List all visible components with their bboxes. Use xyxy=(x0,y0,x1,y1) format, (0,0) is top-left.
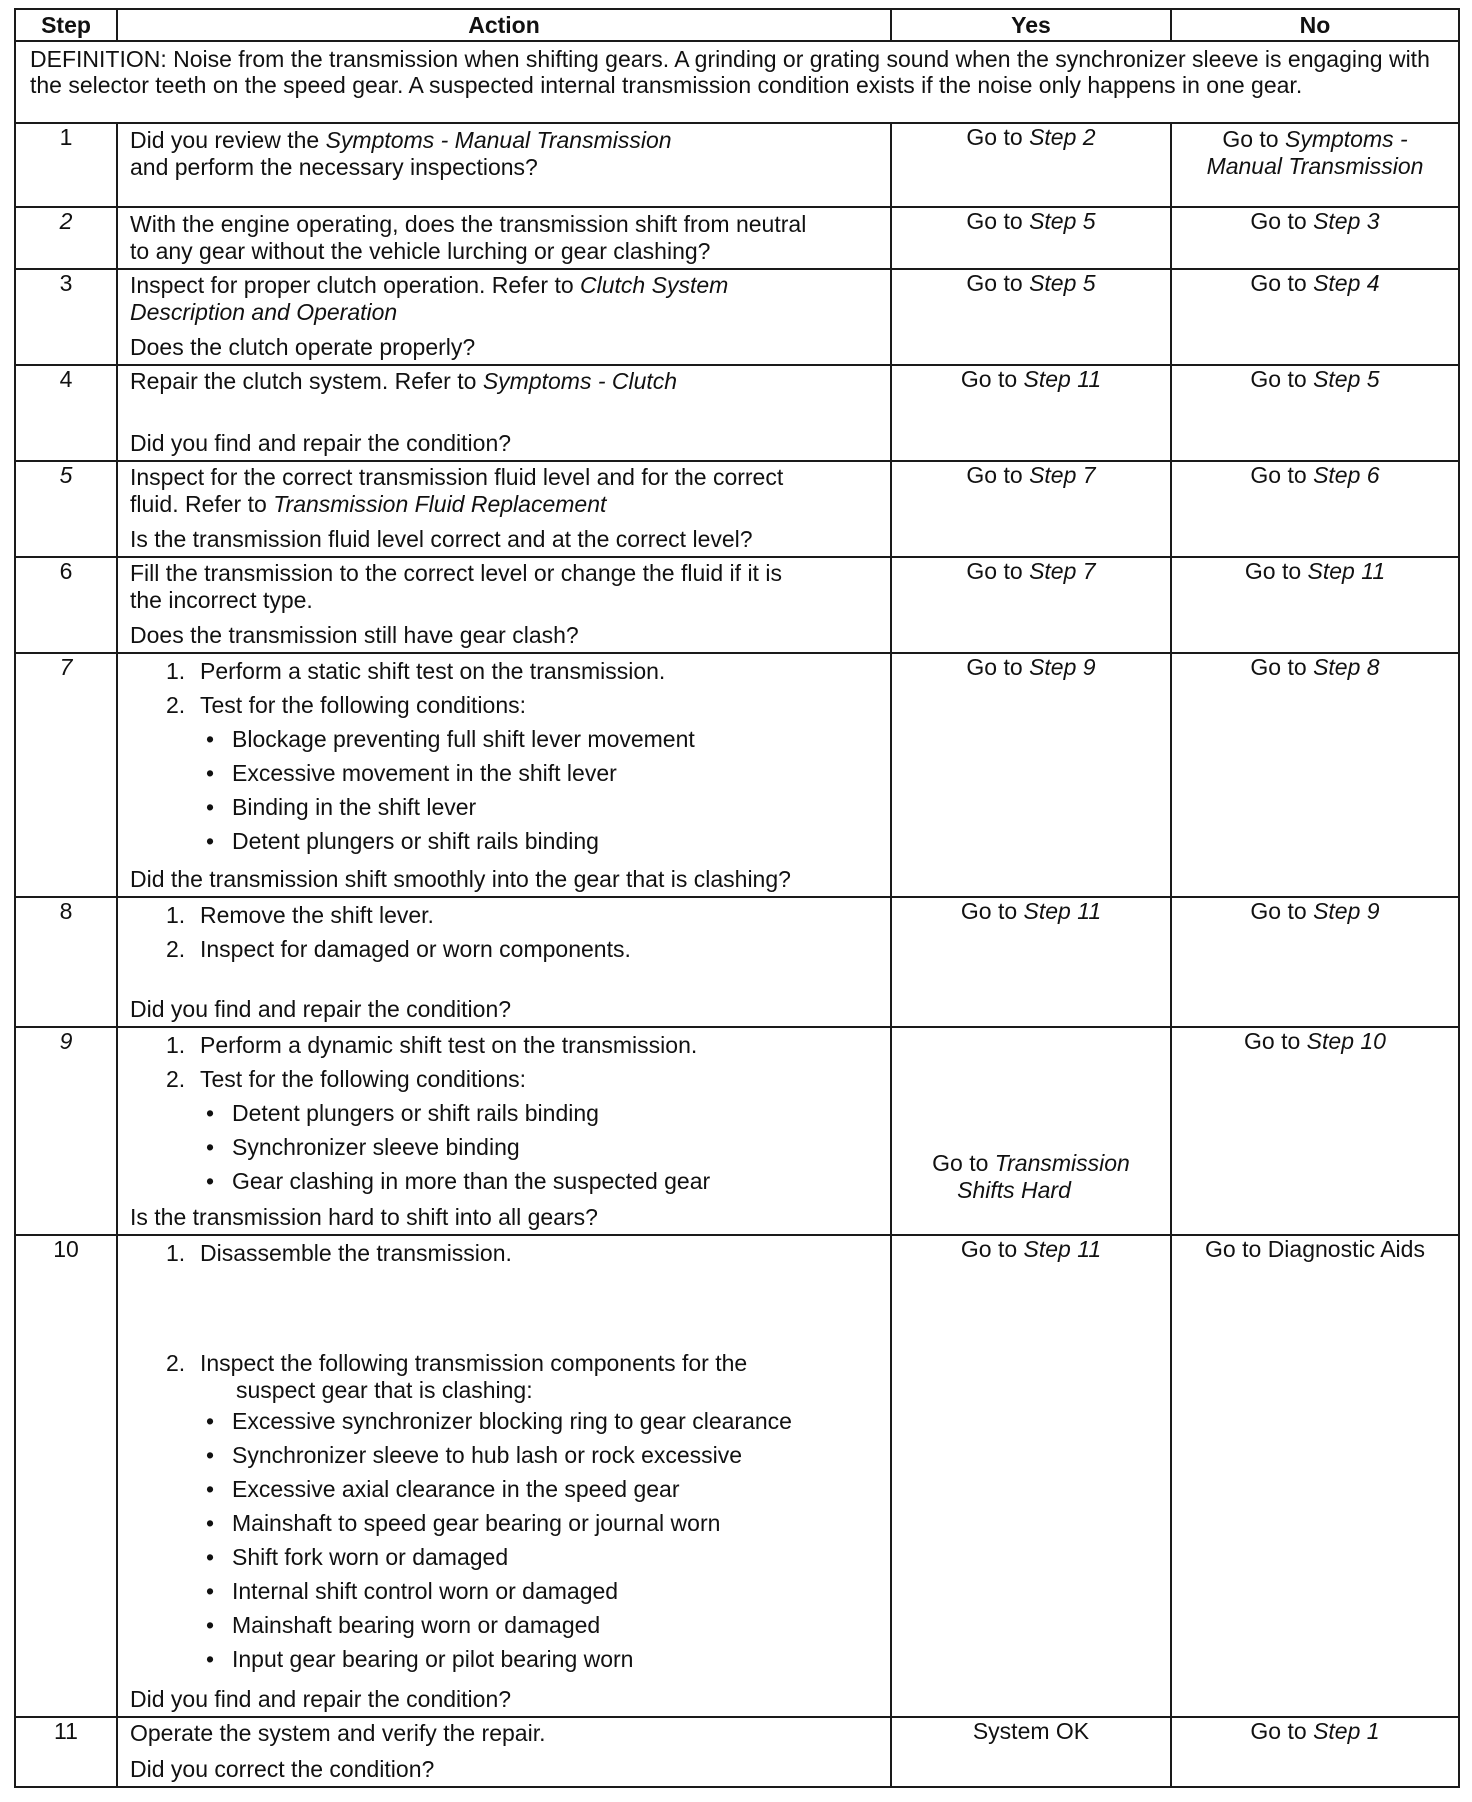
table-row xyxy=(15,269,1459,365)
step-number: 5 xyxy=(15,461,117,557)
list-item: 1. Disassemble the transmission. xyxy=(166,1240,512,1266)
bullet-item: • Gear clashing in more than the suspected gear xyxy=(206,1168,711,1194)
list-item: 1. Perform a static shift test on the transmission. xyxy=(166,658,666,684)
header-action: Action xyxy=(117,9,891,41)
action-cell: Repair the clutch system. Refer to Symptoms - Clutch Did you find and repair the condition? xyxy=(117,365,891,461)
action-cell: Operate the system and verify the repair. Did you correct the condition? xyxy=(117,1717,891,1787)
no-cell: Go to Step 10 xyxy=(1171,1027,1459,1235)
step-number: 1 xyxy=(15,123,117,207)
table-row xyxy=(15,897,1459,1027)
yes-cell: Go to Step 7 xyxy=(891,557,1171,653)
definition-row xyxy=(15,41,1459,123)
yes-cell: Go to Step 11 xyxy=(891,365,1171,461)
bullet-item: • Synchronizer sleeve binding xyxy=(206,1134,520,1160)
header-row xyxy=(15,9,1459,41)
no-cell: Go to Step 11 xyxy=(1171,557,1459,653)
bullet-item: • Shift fork worn or damaged xyxy=(206,1544,509,1570)
question: Did you find and repair the condition? xyxy=(130,1686,512,1712)
table-row xyxy=(15,207,1459,269)
table-row xyxy=(15,1235,1459,1717)
bullet-item: • Excessive synchronizer blocking ring to gear clearance xyxy=(206,1408,792,1434)
bullet-item: • Blockage preventing full shift lever movement xyxy=(206,726,695,752)
bullet-item: • Excessive axial clearance in the speed gear xyxy=(206,1476,680,1502)
action-cell: Inspect for the correct transmission fluid level and for the correct fluid. Refer to Transmission Fluid Replacement Is the transmission fluid level correct and at the correct level? xyxy=(117,461,891,557)
yes-cell: Go to Step 9 xyxy=(891,653,1171,897)
list-item: 2. Test for the following conditions: xyxy=(166,692,527,718)
no-cell: Go to Step 8 xyxy=(1171,653,1459,897)
no-cell: Go to Step 4 xyxy=(1171,269,1459,365)
bullet-item: • Binding in the shift lever xyxy=(206,794,477,820)
question: Does the transmission still have gear clash? xyxy=(130,622,579,648)
no-cell: Go to Step 1 xyxy=(1171,1717,1459,1787)
step-number: 10 xyxy=(15,1235,117,1717)
table-row xyxy=(15,1027,1459,1235)
action-cell: Fill the transmission to the correct level or change the fluid if it is the incorrect type. Does the transmission still have gear clash? xyxy=(117,557,891,653)
definition-text: DEFINITION: Noise from the transmission when shifting gears. A grinding or grating sound when the synchronizer sleeve is engaging with the selector teeth on the speed gear. A suspected internal transmission condition exists if the noise only happens in one gear. xyxy=(30,46,1430,98)
action-cell xyxy=(117,653,891,897)
question: Is the transmission fluid level correct and at the correct level? xyxy=(130,526,753,552)
no-cell: Go to Step 9 xyxy=(1171,897,1459,1027)
table-row xyxy=(15,557,1459,653)
no-cell: Go to Step 3 xyxy=(1171,207,1459,269)
bullet-item: • Detent plungers or shift rails binding xyxy=(206,828,599,854)
header-yes: Yes xyxy=(891,9,1171,41)
step-number: 3 xyxy=(15,269,117,365)
bullet-item: • Mainshaft bearing worn or damaged xyxy=(206,1612,601,1638)
table-row xyxy=(15,123,1459,207)
question: Did you find and repair the condition? xyxy=(130,430,512,456)
bullet-item: • Detent plungers or shift rails binding xyxy=(206,1100,599,1126)
step-number: 4 xyxy=(15,365,117,461)
header-no: No xyxy=(1171,9,1459,41)
diagnostic-table xyxy=(14,8,1460,1788)
no-cell: Go to Step 5 xyxy=(1171,365,1459,461)
list-item: 1. Remove the shift lever. xyxy=(166,902,434,928)
yes-cell: Go to Transmission Shifts Hard xyxy=(891,1027,1171,1235)
step-number: 7 xyxy=(15,653,117,897)
list-item: 1. Perform a dynamic shift test on the transmission. xyxy=(166,1032,698,1058)
list-item: 2. Inspect for damaged or worn components. xyxy=(166,936,631,962)
no-cell: Go to Step 6 xyxy=(1171,461,1459,557)
action-cell xyxy=(117,897,891,1027)
question: Did you correct the condition? xyxy=(130,1756,435,1782)
list-item: 2. Inspect the following transmission components for the suspect gear that is clashing: xyxy=(166,1350,748,1403)
list-item: 2. Test for the following conditions: xyxy=(166,1066,527,1092)
no-cell: Go to Symptoms - Manual Transmission xyxy=(1171,123,1459,207)
step-number: 2 xyxy=(15,207,117,269)
step-number: 11 xyxy=(15,1717,117,1787)
yes-cell: Go to Step 2 xyxy=(891,123,1171,207)
bullet-item: • Internal shift control worn or damaged xyxy=(206,1578,619,1604)
bullet-item: • Excessive movement in the shift lever xyxy=(206,760,617,786)
reference-link: Symptoms - Manual Transmission xyxy=(325,127,672,153)
action-cell xyxy=(117,1235,891,1717)
action-cell: Did you review the Symptoms - Manual Transmission and perform the necessary inspections? xyxy=(117,123,891,207)
table-row xyxy=(15,365,1459,461)
table-row xyxy=(15,1717,1459,1787)
header-step: Step xyxy=(15,9,117,41)
step-number: 8 xyxy=(15,897,117,1027)
bullet-item: • Input gear bearing or pilot bearing worn xyxy=(206,1646,634,1672)
table-row xyxy=(15,653,1459,897)
question: Did the transmission shift smoothly into the gear that is clashing? xyxy=(130,866,791,892)
bullet-item: • Synchronizer sleeve to hub lash or rock excessive xyxy=(206,1442,743,1468)
step-number: 6 xyxy=(15,557,117,653)
yes-cell: Go to Step 7 xyxy=(891,461,1171,557)
yes-cell: Go to Step 5 xyxy=(891,207,1171,269)
question: Is the transmission hard to shift into all gears? xyxy=(130,1204,598,1230)
action-cell: Inspect for proper clutch operation. Refer to Clutch System Description and Operation Does the clutch operate properly? xyxy=(117,269,891,365)
action-cell xyxy=(117,1027,891,1235)
yes-cell: System OK xyxy=(891,1717,1171,1787)
question: Does the clutch operate properly? xyxy=(130,334,476,360)
bullet-item: • Mainshaft to speed gear bearing or journal worn xyxy=(206,1510,721,1536)
question: Did you find and repair the condition? xyxy=(130,996,512,1022)
yes-cell: Go to Step 11 xyxy=(891,1235,1171,1717)
table-row xyxy=(15,461,1459,557)
action-cell: With the engine operating, does the transmission shift from neutral to any gear without the vehicle lurching or gear clashing? xyxy=(117,207,891,269)
no-cell: Go to Diagnostic Aids xyxy=(1171,1235,1459,1717)
step-number: 9 xyxy=(15,1027,117,1235)
yes-cell: Go to Step 5 xyxy=(891,269,1171,365)
yes-cell: Go to Step 11 xyxy=(891,897,1171,1027)
